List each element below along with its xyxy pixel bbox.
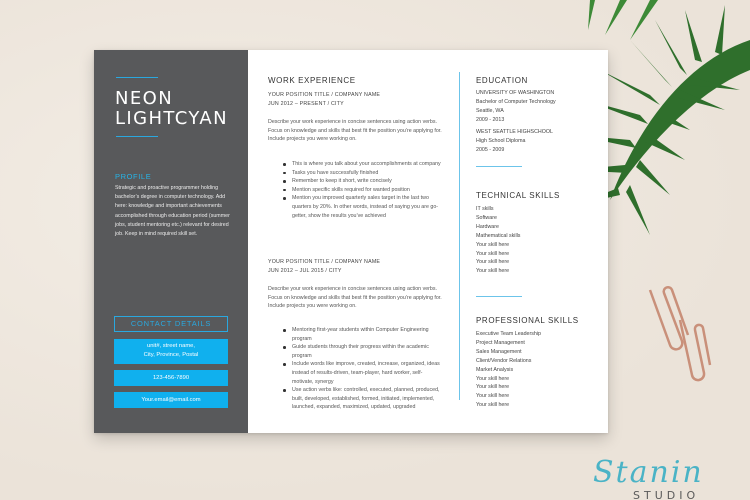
education-school-2: WEST SEATTLE HIGHSCHOOL <box>476 129 553 135</box>
list-item: Your skill here <box>476 241 510 248</box>
address-line-1: unit#, street name, <box>146 343 195 349</box>
name-line-2: LIGHTCYAN <box>115 108 228 129</box>
column-divider <box>459 72 460 400</box>
professional-skills-heading: PROFESSIONAL SKILLS <box>476 316 579 325</box>
contact-email: Your.email@email.com <box>114 392 228 408</box>
list-item: Your skill here <box>476 250 510 257</box>
education-location-1: Seattle, WA <box>476 107 504 114</box>
list-item: Use action verbs like: controlled, executed, planned, produced, built, developed, established, formed, initiated, implemented, launched, expanded, maximized, updated, upgraded <box>292 386 442 412</box>
education-rule <box>476 166 522 167</box>
contact-heading: CONTACT DETAILS <box>114 316 228 332</box>
sidebar <box>94 50 248 433</box>
job-1-title: YOUR POSITION TITLE / COMPANY NAME <box>268 92 381 98</box>
list-item: Mentoring first-year students within Computer Engineering program <box>292 326 442 343</box>
education-entry-1 <box>476 89 556 125</box>
profile-text: Strategic and proactive programmer holding bachelor’s degree in computer technology. Add here: knowledge and important achievements accomplished through education period (summer jobs, student mentoring etc.) relevant for desired job. Keep in mind required skill set. <box>115 185 230 238</box>
list-item: Your skill here <box>476 402 510 409</box>
list-item: Remember to keep it short, write concisely <box>292 177 442 186</box>
paper-clip-decoration <box>640 275 720 385</box>
studio-logo <box>575 455 745 500</box>
job-1-bullets <box>292 160 442 220</box>
job-1-description: Describe your work experience in concise sentences using action verbs. Focus on knowledge and skills that best fit the position you’re applying for. Include projects you were working on. <box>268 119 442 143</box>
job-2-bullets <box>292 326 442 412</box>
profile-heading: PROFILE <box>115 172 152 181</box>
contact-address <box>114 339 228 364</box>
name-bottom-rule <box>116 136 158 137</box>
list-item: Software <box>476 214 497 221</box>
professional-skills-list <box>476 330 541 410</box>
technical-skills-list <box>476 205 520 276</box>
job-2-date: JUN 2012 – JUL 2015 / CITY <box>268 268 342 274</box>
education-entry-2 <box>476 128 553 155</box>
list-item: IT skills <box>476 206 494 212</box>
list-item: Mention you improved quarterly sales target in the last two quarters by 20%. In other words, instead of saying you are go-getter, show the results you’ve achieved <box>292 194 442 220</box>
job-2-title: YOUR POSITION TITLE / COMPANY NAME <box>268 259 381 265</box>
education-years-1: 2009 - 2013 <box>476 116 505 123</box>
list-item: Executive Team Leadership <box>476 331 541 337</box>
list-item: Project Management <box>476 339 525 346</box>
name-top-rule <box>116 77 158 78</box>
education-heading: EDUCATION <box>476 76 528 85</box>
education-degree-1: Bachelor of Computer Technology <box>476 98 556 105</box>
education-school-1: UNIVERSITY OF WASHINGTON <box>476 90 555 96</box>
name-line-1: NEON <box>115 88 174 109</box>
education-degree-2: High School Diploma <box>476 137 526 144</box>
list-item: Tasks you have successfully finished <box>292 169 442 178</box>
list-item: This is where you talk about your accomplishments at company <box>292 161 441 167</box>
list-item: Client/Vendor Relations <box>476 357 532 364</box>
list-item: Your skill here <box>476 393 510 400</box>
address-line-2: City, Province, Postal <box>143 351 199 358</box>
list-item: Mathematical skills <box>476 232 521 239</box>
logo-script: Stanin <box>593 455 704 490</box>
job-2-description: Describe your work experience in concise sentences using action verbs. Focus on knowledge and skills that best fit the position you’re applying for. Include projects you were working on. <box>268 286 442 310</box>
list-item: Your skill here <box>476 259 510 266</box>
list-item: Mention specific skills required for wanted position <box>292 186 442 195</box>
resume-sheet <box>94 50 608 433</box>
list-item: Include words like improve, created, increase, organized, ideas instead of results-driven, team-player, hard worker, self-motivate, synergy <box>292 360 442 386</box>
technical-skills-heading: TECHNICAL SKILLS <box>476 191 560 200</box>
list-item: Sales Management <box>476 348 522 355</box>
candidate-name <box>115 89 240 129</box>
list-item: Your skill here <box>476 384 510 391</box>
list-item: Market Analysis <box>476 366 514 373</box>
list-item: Guide students through their progress within the academic program <box>292 343 442 360</box>
technical-skills-rule <box>476 296 522 297</box>
list-item: Hardware <box>476 223 499 230</box>
contact-phone: 123-456-7890 <box>114 370 228 386</box>
job-1-date: JUN 2012 – PRESENT / CITY <box>268 101 344 107</box>
education-years-2: 2005 - 2009 <box>476 146 505 153</box>
logo-sub: STUDIO <box>633 489 700 500</box>
work-heading: WORK EXPERIENCE <box>268 76 356 85</box>
list-item: Your skill here <box>476 268 510 275</box>
list-item: Your skill here <box>476 375 510 382</box>
